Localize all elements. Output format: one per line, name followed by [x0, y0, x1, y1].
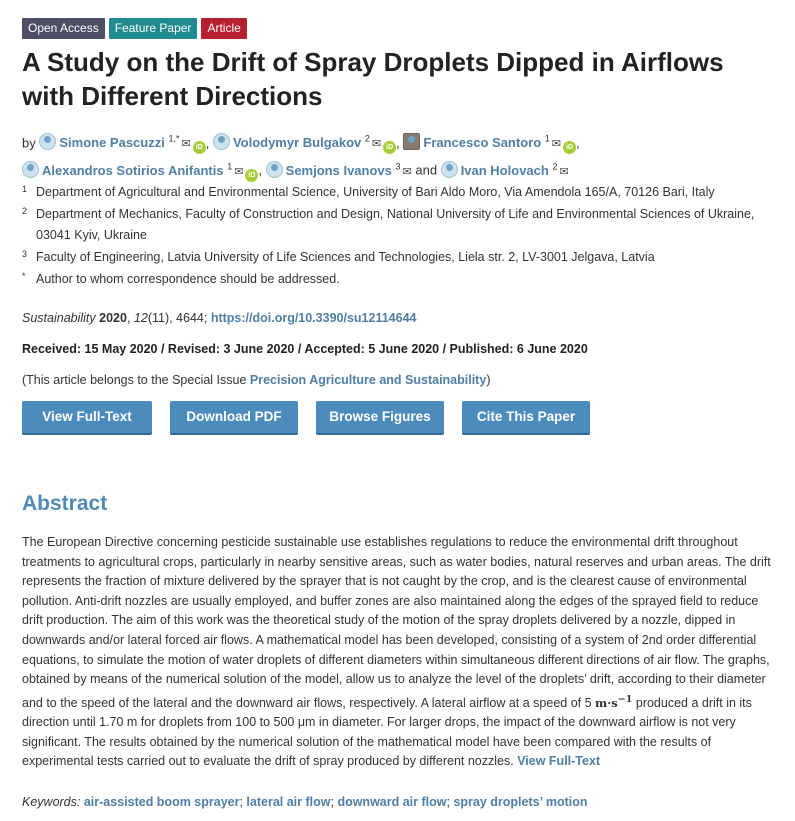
abstract-text: The European Directive concerning pesticide sustainable use establishes regulations to reduce the environmental drift throughout treatments to agricultural crops, particularly in nearby sensitive areas, such as water bodies, natural reserves and urban areas. The drift represents the fraction of mixture delivered by the sprayer that is not caught by the crop, and is the clearest cause of environmental pollution. Anti-drift nozzles are usually employed, and buffer zones are also maintained along the edges of the sprayed field to reduce drift production. The aim of this work was the theoretical study of the motion of the spray droplets delivered by a nozzle, dipped in downwards and/or lateral forced air flows. A mathematical model has been developed, consisting of a system of 2nd order differential equations, to simulate the motion of water droplets of different diameters within simultaneous different directions of air flow. The graphs, obtained by means of the numerical solution of the model, allow us to analyze the level of the droplets’ drift, according to their diameter and to the speed of the lateral and the downward air flows, respectively. A lateral airflow at a speed of 5 $m\cdot s^{-1}$ produced a drift in its direction until 1.70 m for droplets from 100 to 500 μm in diameter. For larger drops, the impact of the downward airflow is not very significant. The results obtained by the numerical solution of the mathematical model have been compared with the results of experimental tests carried out to evaluate the drift of spray produced by different nozzles. View Full-Text [22, 535, 771, 769]
cite-paper-button[interactable]: Cite This Paper [462, 401, 590, 433]
browse-figures-button[interactable]: Browse Figures [316, 401, 444, 433]
keywords: Keywords: air-assisted boom sprayer; lateral air flow; downward air flow; spray droplets’ motion [22, 795, 588, 809]
author-francesco-santoro[interactable]: Francesco Santoro $^1$ [403, 135, 549, 150]
email-icon[interactable]: ✉ [559, 165, 569, 178]
author-volodymyr-bulgakov[interactable]: Volodymyr Bulgakov $^2$ [213, 135, 370, 150]
author-alexandros-anifantis[interactable]: Alexandros Sotirios Anifantis $^1$ [22, 163, 232, 178]
affiliations [22, 182, 762, 291]
avatar-photo-icon [403, 133, 420, 150]
feature-paper-badge[interactable]: Feature Paper [109, 18, 198, 39]
citation-year: 2020 [99, 311, 127, 325]
action-buttons [22, 401, 590, 433]
abstract-heading: Abstract [22, 492, 108, 515]
by-label: by [22, 135, 36, 151]
download-pdf-button[interactable]: Download PDF [170, 401, 298, 433]
keyword-link[interactable]: downward air flow [337, 795, 447, 809]
citation-line: Sustainability 2020, 12(11), 4644; https://doi.org/10.3390/su12114644 [22, 311, 417, 325]
email-icon[interactable]: ✉ [234, 165, 244, 178]
article-badges [22, 18, 247, 39]
author-simone-pascuzzi[interactable]: Simone Pascuzzi $^{1,*}$ [39, 135, 179, 150]
article-type-badge: Article [201, 18, 246, 39]
email-icon[interactable]: ✉ [371, 138, 382, 151]
author-ivan-holovach[interactable]: Ivan Holovach $^2$ [441, 163, 558, 178]
keywords-label: Keywords: [22, 795, 81, 809]
open-access-badge[interactable]: Open Access [22, 18, 105, 39]
email-icon[interactable]: ✉ [181, 138, 191, 151]
doi-link[interactable]: https://doi.org/10.3390/su12114644 [210, 311, 417, 325]
keyword-link[interactable]: lateral air flow [246, 795, 331, 809]
journal-name: Sustainability [22, 311, 96, 325]
affiliation: 1 Department of Agricultural and Environmental Science, University of Bari Aldo Moro, Via Amendola 165/A, 70126 Bari, Italy [22, 184, 715, 199]
view-full-text-button[interactable]: View Full-Text [22, 401, 152, 433]
avatar-icon [441, 161, 458, 178]
keyword-link[interactable]: air-assisted boom sprayer [83, 795, 240, 809]
affiliation: * Author to whom correspondence should be addressed. [22, 271, 340, 286]
author-list: by Simone Pascuzzi $^{1,*}$ ✉ iD , Volodymyr Bulgakov $^2$ ✉ iD , Francesco Santoro $^1$ ✉ iD , Alexandros Sotirios Anifantis $^1$ ✉ iD , Semjons Ivanovs $^3$ ✉ and Ivan Holovach $^2$ ✉ [22, 128, 762, 183]
article-title: A Study on the Drift of Spray Droplets Dipped in Airflows with Different Directions [22, 47, 724, 111]
and-label: and [415, 162, 438, 178]
avatar-icon [213, 133, 230, 150]
avatar-icon [22, 161, 39, 178]
email-icon[interactable]: ✉ [551, 138, 561, 151]
avatar-icon [266, 161, 283, 178]
orcid-icon[interactable]: iD [383, 141, 396, 154]
avatar-icon [39, 133, 56, 150]
special-issue-link[interactable]: Precision Agriculture and Sustainability [249, 373, 487, 387]
view-full-text-link[interactable]: View Full-Text [517, 754, 601, 769]
citation-issue-pages: (11), 4644; [147, 311, 208, 325]
orcid-icon[interactable]: iD [193, 141, 206, 154]
affiliation: 2 Department of Mechanics, Faculty of Construction and Design, National University of Life and Environmental Sciences of Ukraine, 03041 Kyiv, Ukraine [22, 206, 755, 242]
orcid-icon[interactable]: iD [245, 169, 258, 182]
unit-math: $m\cdot s^{-1}$ [595, 693, 633, 710]
keyword-link[interactable]: spray droplets’ motion [453, 795, 588, 809]
special-issue-note: (This article belongs to the Special Issue Precision Agriculture and Sustainability) [22, 373, 491, 387]
email-icon[interactable]: ✉ [402, 165, 412, 178]
orcid-icon[interactable]: iD [563, 141, 576, 154]
citation-volume: 12 [133, 311, 148, 325]
author-semjons-ivanovs[interactable]: Semjons Ivanovs $^3$ [266, 163, 401, 178]
publication-dates: Received: 15 May 2020 / Revised: 3 June 2020 / Accepted: 5 June 2020 / Published: 6 June 2020 [22, 342, 588, 356]
affiliation: 3 Faculty of Engineering, Latvia University of Life Sciences and Technologies, Liela str. 2, LV-3001 Jelgava, Latvia [22, 249, 655, 264]
